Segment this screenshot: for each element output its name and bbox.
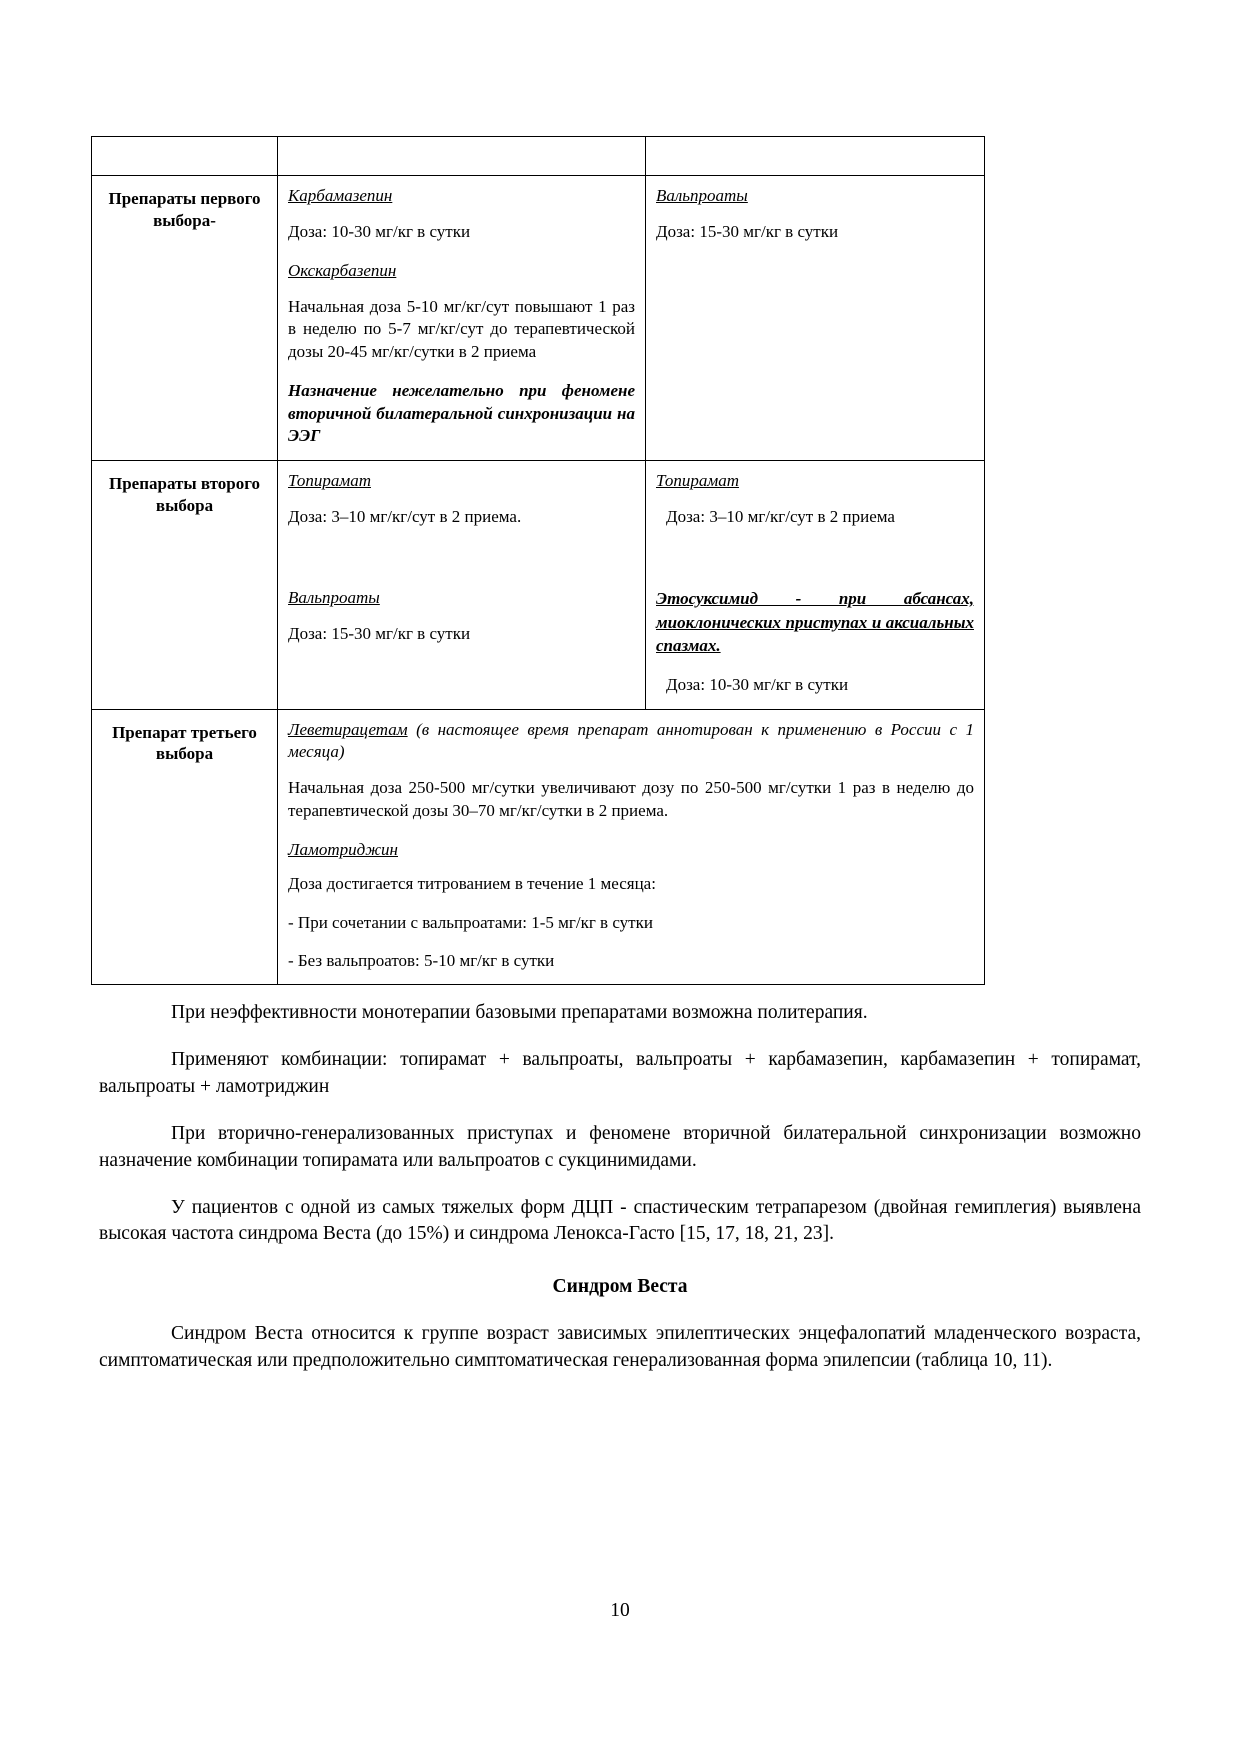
row-label-second-choice: Препараты второго выбора [108, 474, 261, 515]
antiepileptic-drug-table [91, 136, 985, 985]
drug-name-topiramate: Топирамат [288, 471, 371, 491]
titration-note-lamotrigine: Доза достигается титрованием в течение 1 месяца: [288, 874, 656, 894]
dose-valproates-second: Доза: 15-30 мг/кг в сутки [288, 623, 471, 643]
row-label-cell-first-choice [92, 176, 278, 461]
cell-spacer [288, 545, 635, 587]
table-row [92, 709, 985, 985]
table-header-row [92, 137, 985, 176]
cell-second-choice-middle [278, 461, 646, 709]
drug-name-valproates-second: Вальпроаты [288, 587, 380, 607]
dose-topiramate: Доза: 3–10 мг/кг/сут в 2 приема. [288, 507, 522, 527]
page-number: 10 [610, 1600, 630, 1621]
drug-name-valproates: Вальпроаты [656, 186, 748, 205]
cell-third-choice-content [278, 709, 985, 985]
header-cell-middle [278, 137, 646, 176]
header-cell-label [92, 137, 278, 176]
row-label-third-choice: Препарат третьего выбора [112, 722, 257, 764]
drug-name-carbamazepine: Карбамазепин [288, 186, 393, 205]
warning-note-eeg: Назначение нежелательно при феномене вторичной билатеральной синхронизации на ЭЭГ [288, 380, 635, 446]
paragraph-polytherapy: При неэффективности монотерапии базовыми препаратами возможна политерапия. [171, 1002, 868, 1023]
row-label-first-choice: Препараты первого выбора- [108, 189, 261, 230]
dose-carbamazepine: Доза: 10-30 мг/кг в сутки [288, 222, 471, 242]
paragraph-west-syndrome-definition: Синдром Веста относится к группе возраст зависимых эпилептических энцефалопатий младенческого возраста, симптоматическая или предположительно симптоматическая генерализованная форма эпилепсии (таблица 10, 11). [99, 1323, 1141, 1372]
row-label-cell-third-choice [92, 709, 278, 985]
cell-first-choice-right [646, 176, 985, 461]
paragraph-secondary-generalization: При вторично-генерализованных приступах и феномене вторичной билатеральной синхронизации возможно назначение комбинации топирамата или вальпроатов с сукцинимидами. [99, 1122, 1141, 1171]
drug-name-levetiracetam: Леветирацетам [288, 719, 408, 739]
dose-lamotrigine-with-valproates: - При сочетании с вальпроатами: 1-5 мг/кг в сутки [288, 912, 653, 932]
section-heading-west-syndrome: Синдром Веста [552, 1276, 688, 1298]
dosing-schedule-oxcarbazepine: Начальная доза 5-10 мг/кг/сут повышают 1 раз в неделю по 5-7 мг/кг/сут до терапевтической дозы 20-45 мг/кг/сутки в 2 приема [288, 296, 635, 362]
dose-valproates: Доза: 15-30 мг/кг в сутки [656, 222, 839, 242]
row-label-cell-second-choice [92, 461, 278, 709]
cell-second-choice-right [646, 461, 985, 709]
drug-name-lamotrigine: Ламотриджин [288, 839, 398, 859]
cell-spacer [656, 545, 974, 587]
drug-name-topiramate-right: Топирамат [656, 471, 739, 491]
paragraph-combinations: Применяют комбинации: топирамат + вальпроаты, вальпроаты + карбамазепин, карбамазепин + топирамат, вальпроаты + ламотриджин [99, 1048, 1141, 1097]
dose-ethosuximide: Доза: 10-30 мг/кг в сутки [666, 675, 849, 695]
table-row [92, 461, 985, 709]
body-text-section [99, 1000, 1141, 1395]
dose-topiramate-right: Доза: 3–10 мг/кг/сут в 2 приема [666, 507, 895, 527]
table-row [92, 176, 985, 461]
drug-name-oxcarbazepine: Окскарбазепин [288, 260, 397, 280]
header-cell-right [646, 137, 985, 176]
dose-lamotrigine-without-valproates: - Без вальпроатов: 5-10 мг/кг в сутки [288, 950, 555, 970]
drug-name-levetiracetam-with-note [288, 719, 974, 764]
cell-first-choice-middle [278, 176, 646, 461]
dosing-schedule-levetiracetam: Начальная доза 250-500 мг/сутки увеличивают дозу по 250-500 мг/сутки 1 раз в неделю до терапевтической дозы 30–70 мг/кг/сутки в 2 приема. [288, 778, 974, 821]
indication-ethosuximide: Этосуксимид - при абсансах, миоклонических приступах и аксиальных спазмах. [656, 588, 974, 656]
levetiracetam-annotation: (в настоящее время препарат аннотирован к применению в России с 1 месяца) [288, 719, 974, 762]
paragraph-cerebral-palsy-patients: У пациентов с одной из самых тяжелых форм ДЦП - спастическим тетрапарезом (двойная гемиплегия) выявлена высокая частота синдрома Веста (до 15%) и синдрома Ленокса-Гасто [15, 17, 18, 21, 23]. [99, 1196, 1141, 1245]
